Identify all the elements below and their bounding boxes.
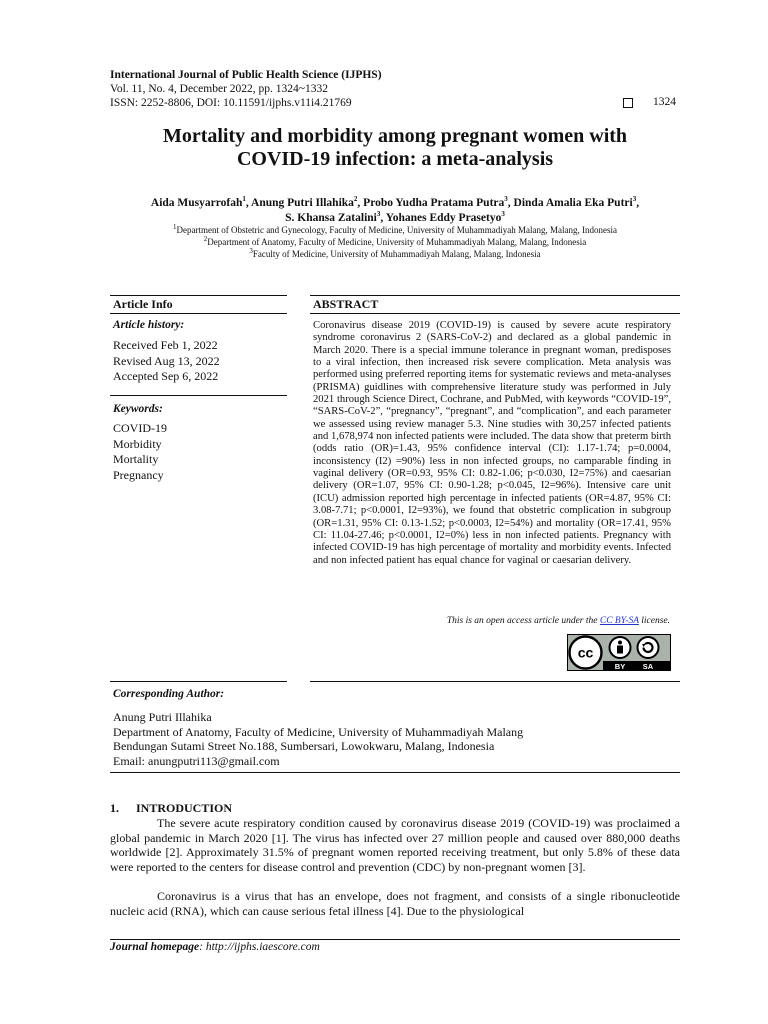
corresponding-author-label: Corresponding Author: (113, 688, 225, 700)
author-line-1 (110, 196, 680, 211)
author-affiliation-mark: 3 (501, 210, 505, 219)
intro-p1-text: The severe acute respiratory condition caused by coronavirus disease 2019 (COVID-19) was proclaimed a global pandemic in March 2020 [1]. The virus has infected over 27 million people and caused over 880,000 deaths worldwide [2]. Approximately 31.5% of pregnant women reported receiving treatment, but only 5.8% of these data were reported to the centers for disease control and prevention (CDC) by non-pregnant women [3]. (110, 816, 680, 875)
corr-email: Email: anungputri113@gmail.com (113, 753, 280, 768)
affiliation-line (110, 236, 680, 248)
journal-volume: Vol. 11, No. 4, December 2022, pp. 1324~1332 (110, 83, 328, 95)
affiliation-text: Department of Obstetric and Gynecology, Faculty of Medicine, University of Muhammadiyah Malang, Malang, Indonesia (176, 225, 618, 235)
corr-address: Bendungan Sutami Street No.188, Sumbersari, Lowokwaru, Malang, Indonesia (113, 739, 495, 753)
paper-title (110, 125, 680, 171)
article-history (113, 319, 283, 385)
badge-by-label: BY (614, 662, 626, 671)
license-suffix: license. (638, 616, 670, 626)
keywords-block (113, 403, 283, 483)
article-info-rule-top (110, 295, 287, 296)
section-number: 1. (110, 801, 119, 815)
author-name: Dinda Amalia Eka Putri (513, 197, 633, 209)
author-separator: , (357, 197, 364, 209)
affiliation-line (110, 224, 680, 236)
journal-name: International Journal of Public Health Science (IJPHS) (110, 69, 382, 81)
author-separator: , (245, 197, 252, 209)
affiliation-text: Faculty of Medicine, University of Muhammadiyah Malang, Malang, Indonesia (252, 249, 541, 259)
intro-p2-text: Coronavirus is a virus that has an envelope, does not fragment, and consists of a single ribonucleotide nucleic acid (RNA), which can cause serious fetal illness [4]. Due to the physiological (110, 889, 680, 918)
journal-issn: ISSN: 2252-8806, DOI: 10.11591/ijphs.v11i4.21769 (110, 97, 352, 109)
corr-name: Anung Putri Illahika (113, 710, 212, 724)
keyword-item: Mortality (113, 452, 159, 466)
revised-date: Revised Aug 13, 2022 (113, 353, 220, 368)
affiliation-mark: 3 (249, 247, 253, 255)
affiliation-list (110, 224, 680, 260)
author-separator: , (380, 212, 386, 224)
license-line (313, 616, 670, 626)
keyword-item: Morbidity (113, 436, 162, 451)
page-number: 1324 (653, 96, 676, 108)
author-name: Probo Yudha Pratama Putra (363, 197, 505, 209)
footer-rule (110, 939, 680, 940)
article-info-rule-mid (110, 313, 287, 314)
author-separator: , (636, 197, 640, 209)
accepted-date: Accepted Sep 6, 2022 (113, 369, 219, 383)
author-affiliation-mark: 3 (632, 195, 637, 204)
affiliation-mark: 1 (172, 223, 177, 231)
keyword-item: COVID-19 (113, 421, 167, 435)
author-name: Aida Musyarrofah (150, 197, 243, 209)
author-affiliation-mark: 3 (504, 195, 508, 204)
section-divider (110, 772, 680, 773)
abstract-rule-top (310, 295, 680, 296)
affiliation-line (110, 248, 680, 260)
license-prefix: This is an open access article under the (446, 616, 600, 626)
author-affiliation-mark: 1 (242, 195, 246, 204)
homepage-label: Journal homepage (110, 941, 200, 953)
affiliation-text: Department of Anatomy, Faculty of Medicine, University of Muhammadiyah Malang, Malang, Indonesia (207, 237, 587, 247)
cc-by-sa-badge-icon[interactable] (567, 634, 671, 671)
abstract-text: Coronavirus disease 2019 (COVID-19) is caused by severe acute respiratory syndrome coronavirus 2 (SARS-CoV-2) and declared as a global pandemic in March 2020. There is a special immune tolerance in pregnant woman, predisposes to a viral infection, then increased risk severe complication. Meta analysis was performed using preferred reporting items for systematic reviews and meta-analyses (PRISMA) guidlines with comprehensive literature study was performed in July 2021 through Science Direct, Cochrane, and PubMed, with keywords “COVID-19”, “SARS-CoV-2”, “pregnancy”, “pregnant”, and “complication”, and each parameter we assessed using review manager 5.3. Nine studies with 30,257 infected patients and 1,678,974 non infected patients were included. The data show that preterm birth (odds ratio (OR)=1.43, 95% confidence interval (CI): 1.17-1.74; p=0.0004, inconsistency (I2) =90%) less in non infected groups, no camparable finding in vaginal delivery (OR=0.93, 95% CI: 0.82-1.06; p<0.030, I2=75%) and caesarian delivery (OR=1.07, 95% CI: 0.90-1.28; p<0.045, I2=96%). Intensive care unit (ICU) admission reported high percentage in infected patients (OR=4.87, 95% CI: 3.08-7.71; p<0.0001, I2=93%), we found that obstetric complication in subgroup (OR=1.31, 95% CI: 0.13-1.52; p<0.0003, I2=54%) and mortality (OR=17.41, 95% CI: 11.04-27.46; p<0.0001, I2=0%) less in non infected patients. Pregnancy with infected COVID-19 has high percentage of mortality and morbidity events. Infected and non infected patient has equal chance for vaginal or caesarian delivery. (313, 320, 671, 566)
abstract-rule-mid (310, 313, 680, 314)
journal-header (110, 68, 382, 110)
article-history-label: Article history: (113, 319, 185, 331)
author-affiliation-mark: 3 (376, 210, 381, 219)
author-affiliation-mark: 2 (353, 195, 358, 204)
badge-sa-label: SA (642, 662, 654, 671)
article-info-rule-keywords (110, 395, 287, 396)
svg-text:cc: cc (577, 644, 594, 661)
intro-paragraph-2 (110, 889, 680, 918)
corr-dept: Department of Anatomy, Faculty of Medicine, University of Muhammadiyah Malang (113, 724, 524, 739)
keywords-list (113, 421, 283, 483)
title-line-1: Mortality and morbidity among pregnant women with (162, 125, 628, 147)
corr-rule-left (110, 681, 287, 682)
corresponding-author-details (113, 710, 523, 768)
introduction-heading (110, 801, 232, 816)
author-name: Anung Putri Illahika (251, 197, 354, 209)
intro-paragraph-1 (110, 816, 680, 875)
author-list (110, 196, 680, 226)
cc-by-sa-link[interactable]: CC BY-SA (599, 616, 639, 626)
article-info-heading: Article Info (113, 297, 173, 311)
abstract-heading: ABSTRACT (313, 297, 379, 311)
square-icon (623, 98, 633, 108)
received-date: Received Feb 1, 2022 (113, 338, 218, 352)
title-line-2: COVID-19 infection: a meta-analysis (236, 148, 554, 170)
author-name: Yohanes Eddy Prasetyo (385, 212, 502, 224)
journal-homepage (110, 941, 320, 953)
homepage-url[interactable]: : http://ijphs.iaescore.com (199, 941, 320, 953)
section-title: INTRODUCTION (136, 801, 233, 815)
corr-rule-right (310, 681, 680, 682)
keyword-item: Pregnancy (113, 467, 164, 482)
author-separator: , (507, 197, 514, 209)
affiliation-mark: 2 (203, 235, 208, 243)
author-name: S. Khansa Zatalini (285, 212, 377, 224)
keywords-label: Keywords: (113, 403, 163, 415)
